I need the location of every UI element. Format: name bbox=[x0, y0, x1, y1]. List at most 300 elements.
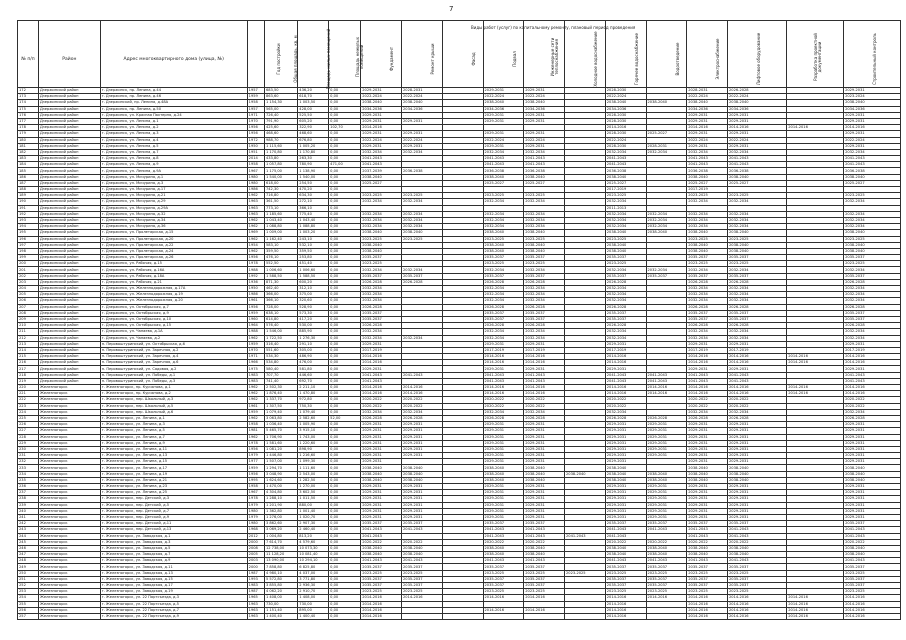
cell-foundation: 2029-2031 bbox=[361, 508, 402, 514]
cell-nonliving-area: 0,00 bbox=[329, 261, 361, 267]
cell-electricity: 2041-2043 bbox=[687, 378, 728, 384]
cell-year: 1962 bbox=[247, 236, 264, 242]
cell-electricity: 2029-2031 bbox=[687, 434, 728, 440]
cell-living-area: 1 011,50 bbox=[298, 496, 329, 502]
col-header-nonliving-area: Площадь нежилых помещений bbox=[329, 21, 361, 88]
cell-roof: 2041-2043 bbox=[402, 527, 443, 533]
cell-basement: 2020-2022 bbox=[483, 397, 524, 403]
cell-roof: 2041-2043 bbox=[402, 558, 443, 564]
cell-address: г. Железногорск, пер. Школьный, д.6 bbox=[100, 409, 247, 415]
cell-address: г. Дзержинск, ул. Пролетарская, д.22 bbox=[100, 242, 247, 248]
cell-total-area: 3 855,80 bbox=[264, 583, 297, 589]
cell-design-docs: 2014-2016 bbox=[787, 613, 844, 619]
cell-num: 229 bbox=[18, 440, 39, 446]
cell-num: 192 bbox=[18, 211, 39, 217]
cell-total-area: 462,40 bbox=[264, 286, 297, 292]
cell-drainage: 2029-2031 bbox=[646, 434, 687, 440]
col-header-address: Адрес многоквартирного дома (улица, №) bbox=[100, 21, 247, 88]
cell-electricity: 2023-2025 bbox=[687, 261, 728, 267]
cell-basement: 2035-2037 bbox=[483, 255, 524, 261]
cell-control: 2029-2031 bbox=[844, 459, 901, 465]
cell-electricity: 2041-2043 bbox=[687, 527, 728, 533]
cell-control: 2026-2028 bbox=[844, 323, 901, 329]
cell-basement: 2029-2031 bbox=[483, 341, 524, 347]
cell-roof: 2029-2031 bbox=[402, 428, 443, 434]
cell-lift: 2029-2031 bbox=[728, 428, 787, 434]
cell-drainage: 2029-2031 bbox=[646, 428, 687, 434]
col-header-drainage: Водоотведение bbox=[646, 21, 687, 88]
cell-foundation: 2035-2037 bbox=[361, 273, 402, 279]
cell-district: Дзержинский район bbox=[38, 360, 100, 366]
cell-foundation: 2032-2034 bbox=[361, 329, 402, 335]
cell-drainage: 2026-2028 bbox=[646, 415, 687, 421]
cell-district: Дзержинский район bbox=[38, 335, 100, 341]
cell-control: 2029-2031 bbox=[844, 341, 901, 347]
cell-drainage: 2029-2031 bbox=[646, 422, 687, 428]
cell-district: Железногорск bbox=[38, 385, 100, 391]
cell-roof: 2020-2022 bbox=[402, 397, 443, 403]
cell-heating: 2029-2031 bbox=[524, 131, 565, 137]
cell-hot-water: 2023-2025 bbox=[605, 261, 646, 267]
cell-address: г. Дзержинск, пр. Ленина, д.50 bbox=[100, 106, 247, 112]
cell-roof: 2023-2025 bbox=[402, 236, 443, 242]
cell-year: 1957 bbox=[247, 106, 264, 112]
cell-heating: 2038-2040 bbox=[524, 242, 565, 248]
cell-hot-water: 2032-2034 bbox=[605, 329, 646, 335]
cell-electricity: 2038-2040 bbox=[687, 242, 728, 248]
cell-control: 2032-2034 bbox=[844, 267, 901, 273]
cell-heating bbox=[524, 613, 565, 619]
cell-foundation: 2029-2031 bbox=[361, 131, 402, 137]
cell-address: г. Дзержинск, пр. Ленина, д.46 bbox=[100, 94, 247, 100]
cell-nonliving-area: 0,00 bbox=[329, 199, 361, 205]
table-row bbox=[18, 613, 901, 619]
cell-lift: 2032-2034 bbox=[728, 409, 787, 415]
cell-foundation: 2032-2034 bbox=[361, 335, 402, 341]
cell-roof: 2022-2024 bbox=[402, 94, 443, 100]
cell-living-area: 775,40 bbox=[298, 211, 329, 217]
cell-roof bbox=[402, 613, 443, 619]
cell-num: 246 bbox=[18, 545, 39, 551]
col-header-electricity: Электроснабжение bbox=[687, 21, 728, 88]
cell-district: Дзержинский район bbox=[38, 211, 100, 217]
col-header-living-area: Площадь жилых помещений bbox=[298, 21, 329, 88]
cell-district: Дзержинский район bbox=[38, 323, 100, 329]
cell-address: г. Дзержинск, ул. Ленина, д.7 bbox=[100, 149, 247, 155]
cell-electricity: 2014-2016 bbox=[687, 613, 728, 619]
cell-heating: 2020-2022 bbox=[524, 397, 565, 403]
cell-num: 237 bbox=[18, 490, 39, 496]
cell-electricity: 2029-2031 bbox=[687, 440, 728, 446]
cell-address: г. Дзержинский, пр. Ленина, д.48А bbox=[100, 100, 247, 106]
cell-foundation: 2038-2040 bbox=[361, 248, 402, 254]
cell-living-area: 263,30 bbox=[298, 156, 329, 162]
cell-total-area: 468,60 bbox=[264, 131, 297, 137]
cell-address: г. Дзержинск, ул. Ленина, д.5 bbox=[100, 143, 247, 149]
cell-hot-water: 2014-2016 bbox=[605, 601, 646, 607]
cell-control: 2038-2040 bbox=[844, 471, 901, 477]
cell-basement: 2032-2034 bbox=[483, 292, 524, 298]
cell-basement: 2038-2040 bbox=[483, 230, 524, 236]
cell-foundation: 2038-2040 bbox=[361, 477, 402, 483]
cell-hot-water: 2035-2037 bbox=[605, 273, 646, 279]
cell-num: 196 bbox=[18, 236, 39, 242]
cell-drainage: 2041-2043 bbox=[646, 558, 687, 564]
cell-living-area: 880,00 bbox=[298, 502, 329, 508]
cell-year: 1965 bbox=[247, 595, 264, 601]
cell-living-area: 1 088,80 bbox=[298, 224, 329, 230]
cell-roof: 2029-2031 bbox=[402, 446, 443, 452]
cell-roof: 2035-2037 bbox=[402, 521, 443, 527]
cell-control: 2038-2040 bbox=[844, 230, 901, 236]
cell-num: 214 bbox=[18, 347, 39, 353]
cell-num: 209 bbox=[18, 316, 39, 322]
cell-heating: 2032-2034 bbox=[524, 267, 565, 273]
cell-address: г. Железногорск, ул. Ленина, д.25 bbox=[100, 490, 247, 496]
cell-year: 1956 bbox=[247, 131, 264, 137]
cell-district: Дзержинский район bbox=[38, 261, 100, 267]
cell-control: 2038-2040 bbox=[844, 174, 901, 180]
cell-control: 2014-2016 bbox=[844, 385, 901, 391]
cell-total-area: 576,40 bbox=[264, 323, 297, 329]
cell-total-area: 863,60 bbox=[264, 94, 297, 100]
cell-foundation: 2035-2037 bbox=[361, 564, 402, 570]
cell-roof: 2035-2037 bbox=[402, 576, 443, 582]
cell-electricity: 2035-2037 bbox=[687, 273, 728, 279]
cell-total-area: 1 507,00 bbox=[264, 459, 297, 465]
cell-drainage: 2041-2043 bbox=[646, 378, 687, 384]
cell-nonliving-area: 0,00 bbox=[329, 490, 361, 496]
cell-foundation: 2023-2025 bbox=[361, 193, 402, 199]
col-header-foundation: Фундамент bbox=[361, 21, 402, 88]
cell-foundation: 2023-2025 bbox=[361, 589, 402, 595]
cell-total-area: 565,00 bbox=[264, 106, 297, 112]
cell-lift: 2020-2022 bbox=[728, 397, 787, 403]
cell-nonliving-area: 0,00 bbox=[329, 409, 361, 415]
cell-roof: 2029-2031 bbox=[402, 502, 443, 508]
cell-nonliving-area: 0,00 bbox=[329, 570, 361, 576]
cell-basement: 2029-2031 bbox=[483, 131, 524, 137]
cell-year: 1981 bbox=[247, 428, 264, 434]
cell-num: 252 bbox=[18, 583, 39, 589]
cell-year: 1951 bbox=[247, 149, 264, 155]
cell-total-area: 366,00 bbox=[264, 292, 297, 298]
cell-total-area: 359,50 bbox=[264, 248, 297, 254]
cell-basement: 2041-2043 bbox=[483, 372, 524, 378]
cell-heating: 2014-2016 bbox=[524, 385, 565, 391]
cell-district: Железногорск bbox=[38, 502, 100, 508]
cell-electricity: 2035-2037 bbox=[687, 310, 728, 316]
cell-basement: 2038-2040 bbox=[483, 100, 524, 106]
cell-basement: 2035-2037 bbox=[483, 564, 524, 570]
cell-heating: 2029-2031 bbox=[524, 428, 565, 434]
cell-num: 193 bbox=[18, 217, 39, 223]
cell-district: Железногорск bbox=[38, 415, 100, 421]
cell-foundation: 2034-2036 bbox=[361, 106, 402, 112]
cell-address: г. Железногорск, ул. Ленина, д.3 bbox=[100, 422, 247, 428]
cell-living-area: 428,00 bbox=[298, 106, 329, 112]
cell-hot-water: 2029-2031 bbox=[605, 341, 646, 347]
cell-hot-water: 2032-2034 bbox=[605, 409, 646, 415]
cell-electricity: 2038-2040 bbox=[687, 477, 728, 483]
cell-hot-water: 2029-2031 bbox=[605, 434, 646, 440]
cell-nonliving-area: 0,00 bbox=[329, 137, 361, 143]
cell-control: 2020-2022 bbox=[844, 403, 901, 409]
cell-heating: 2029-2031 bbox=[524, 459, 565, 465]
cell-lift: 2020-2022 bbox=[728, 403, 787, 409]
cell-num: 205 bbox=[18, 292, 39, 298]
cell-lift: 2029-2031 bbox=[728, 496, 787, 502]
cell-district: Дзержинский район bbox=[38, 292, 100, 298]
cell-nonliving-area: 0,00 bbox=[329, 403, 361, 409]
cell-electricity: 2023-2025 bbox=[687, 570, 728, 576]
cell-hot-water: 2011-2013 bbox=[605, 205, 646, 211]
cell-address: г. Железногорск, пер. Детский, д.5 bbox=[100, 502, 247, 508]
cell-foundation: 2014-2016 bbox=[361, 595, 402, 601]
cell-address: г. Железногорск, ул. Ленина, д.15 bbox=[100, 459, 247, 465]
cell-electricity: 2029-2031 bbox=[687, 502, 728, 508]
cell-total-area: 3 862,60 bbox=[264, 521, 297, 527]
cell-num: 194 bbox=[18, 224, 39, 230]
cell-district: Железногорск bbox=[38, 527, 100, 533]
cell-nonliving-area: 0,00 bbox=[329, 440, 361, 446]
cell-year: 1977 bbox=[247, 459, 264, 465]
cell-total-area: 4 980,10 bbox=[264, 570, 297, 576]
cell-foundation: 2014-2016 bbox=[361, 385, 402, 391]
cell-total-area: 1 115,60 bbox=[264, 143, 297, 149]
cell-electricity: 2032-2034 bbox=[687, 335, 728, 341]
cell-num: 179 bbox=[18, 131, 39, 137]
cell-heating: 2029-2031 bbox=[524, 446, 565, 452]
cell-hot-water: 2032-2034 bbox=[605, 292, 646, 298]
cell-num: 176 bbox=[18, 112, 39, 118]
cell-control: 2029-2031 bbox=[844, 118, 901, 124]
cell-hot-water: 2032-2034 bbox=[605, 149, 646, 155]
cell-nonliving-area: 0,00 bbox=[329, 217, 361, 223]
cell-lift: 2035-2037 bbox=[728, 521, 787, 527]
cell-district: Железногорск bbox=[38, 589, 100, 595]
cell-lift: 2032-2034 bbox=[728, 286, 787, 292]
cell-lift: 2035-2037 bbox=[728, 583, 787, 589]
cell-heating: 2029-2031 bbox=[524, 143, 565, 149]
cell-basement: 2032-2034 bbox=[483, 335, 524, 341]
cell-address: г. Железногорск, пер. Детский, д.7 bbox=[100, 508, 247, 514]
cell-total-area: 683,50 bbox=[264, 88, 297, 94]
cell-lift: 2014-2016 bbox=[728, 385, 787, 391]
cell-nonliving-area: 0,00 bbox=[329, 341, 361, 347]
cell-nonliving-area: 0,00 bbox=[329, 446, 361, 452]
cell-nonliving-area: 0,00 bbox=[329, 242, 361, 248]
cell-total-area: 13 090,00 bbox=[264, 558, 297, 564]
cell-living-area: 2 936,30 bbox=[298, 583, 329, 589]
cell-control: 2029-2031 bbox=[844, 446, 901, 452]
cell-control: 2029-2031 bbox=[844, 496, 901, 502]
cell-num: 243 bbox=[18, 527, 39, 533]
cell-hot-water: 2035-2037 bbox=[605, 310, 646, 316]
cell-heating: 2032-2034 bbox=[524, 409, 565, 415]
cell-basement: 2023-2025 bbox=[483, 261, 524, 267]
cell-living-area: 3 771,80 bbox=[298, 576, 329, 582]
cell-electricity: 2029-2031 bbox=[687, 514, 728, 520]
cell-address: г. Дзержинск, ул. Железнодорожная, д.20 bbox=[100, 298, 247, 304]
col-header-hot-water: Горячее водоснабжение bbox=[605, 21, 646, 88]
cell-control: 2036-2038 bbox=[844, 168, 901, 174]
cell-electricity: 2014-2016 bbox=[687, 354, 728, 360]
cell-address: п. Перовоштуринский, ул. Победы, д.1 bbox=[100, 372, 247, 378]
cell-year: 1950 bbox=[247, 143, 264, 149]
cell-foundation: 2029-2031 bbox=[361, 422, 402, 428]
cell-basement: 2022-2024 bbox=[483, 94, 524, 100]
cell-lift: 2029-2031 bbox=[728, 453, 787, 459]
cell-address: г. Дзержинск, ул. Рабочая, д.18А bbox=[100, 273, 247, 279]
cell-nonliving-area: 0,00 bbox=[329, 118, 361, 124]
cell-num: 200 bbox=[18, 261, 39, 267]
cell-roof: 2038-2040 bbox=[402, 100, 443, 106]
cell-nonliving-area: 0,00 bbox=[329, 236, 361, 242]
cell-foundation: 2038-2040 bbox=[361, 100, 402, 106]
cell-living-area: 1 276,30 bbox=[298, 335, 329, 341]
cell-year: 2012 bbox=[247, 533, 264, 539]
cell-roof: 2032-2034 bbox=[402, 267, 443, 273]
cell-control: 2032-2034 bbox=[844, 409, 901, 415]
cell-control: 2038-2040 bbox=[844, 545, 901, 551]
cell-control: 2014-2016 bbox=[844, 607, 901, 613]
cell-nonliving-area: 0,00 bbox=[329, 354, 361, 360]
cell-control: 2035-2037 bbox=[844, 521, 901, 527]
cell-control: 2023-2025 bbox=[844, 236, 901, 242]
cell-address: г. Железногорск, ул. Заводская, д.5 bbox=[100, 545, 247, 551]
cell-hot-water: 2032-2034 bbox=[605, 211, 646, 217]
cell-nonliving-area: 0,00 bbox=[329, 205, 361, 211]
cell-lift: 2029-2031 bbox=[728, 502, 787, 508]
cell-heating: 2014-2016 bbox=[524, 595, 565, 601]
cell-heating: 2038-2040 bbox=[524, 552, 565, 558]
cell-control: 2032-2034 bbox=[844, 329, 901, 335]
cell-num: 225 bbox=[18, 415, 39, 421]
cell-district: Дзержинский район bbox=[38, 366, 100, 372]
cell-heating: 2014-2016 bbox=[524, 391, 565, 397]
cell-district: Дзержинский район bbox=[38, 100, 100, 106]
cell-total-area: 1 201,90 bbox=[264, 502, 297, 508]
cell-district: Дзержинский район bbox=[38, 372, 100, 378]
cell-drainage bbox=[646, 613, 687, 619]
cell-year: 1954 bbox=[247, 242, 264, 248]
cell-electricity: 2029-2031 bbox=[687, 453, 728, 459]
cell-heating: 2036-2038 bbox=[524, 168, 565, 174]
cell-hot-water: 2035-2037 bbox=[605, 576, 646, 582]
cell-foundation: 2029-2031 bbox=[361, 118, 402, 124]
cell-heating: 2032-2034 bbox=[524, 329, 565, 335]
cell-heating: 2022-2024 bbox=[524, 137, 565, 143]
cell-address: г. Железногорск, пер. Детский, д.9 bbox=[100, 514, 247, 520]
cell-drainage: 2029-2031 bbox=[646, 496, 687, 502]
cell-electricity: 2023-2025 bbox=[687, 236, 728, 242]
cell-foundation: 2035-2037 bbox=[361, 310, 402, 316]
cell-foundation: 2032-2034 bbox=[361, 217, 402, 223]
cell-control: 2029-2031 bbox=[844, 514, 901, 520]
cell-control: 2038-2040 bbox=[844, 100, 901, 106]
cell-basement: 2029-2031 bbox=[483, 366, 524, 372]
cell-address: г. Дзержинск, ул. Чапаева, д.2 bbox=[100, 335, 247, 341]
cell-basement: 2035-2037 bbox=[483, 583, 524, 589]
cell-electricity: 2026-2028 bbox=[687, 415, 728, 421]
cell-total-area: 1 079,40 bbox=[264, 409, 297, 415]
cell-num: 199 bbox=[18, 255, 39, 261]
cell-address: г. Железногорск, ул. Ленина, д.17 bbox=[100, 465, 247, 471]
cell-address: г. Железногорск, ул. Ленина, д.7 bbox=[100, 434, 247, 440]
cell-control: 2020-2022 bbox=[844, 539, 901, 545]
cell-year: 1950 bbox=[247, 286, 264, 292]
cell-heating: 2023-2025 bbox=[524, 193, 565, 199]
cell-drainage: 2014-2016 bbox=[646, 595, 687, 601]
cell-total-area: 1 154,30 bbox=[264, 100, 297, 106]
cell-num: 239 bbox=[18, 502, 39, 508]
cell-lift: 2038-2040 bbox=[728, 545, 787, 551]
cell-hot-water: 2014-2016 bbox=[605, 607, 646, 613]
cell-num: 203 bbox=[18, 279, 39, 285]
cell-control: 2026-2028 bbox=[844, 279, 901, 285]
cell-address: п. Перовоштуринский, ул. Победы, д.3 bbox=[100, 378, 247, 384]
cell-num: 215 bbox=[18, 354, 39, 360]
cell-lift: 2026-2028 bbox=[728, 88, 787, 94]
cell-hot-water: 2023-2025 bbox=[605, 193, 646, 199]
cell-drainage: 2038-2040 bbox=[646, 545, 687, 551]
cell-lift: 2023-2025 bbox=[728, 570, 787, 576]
cell-year: 2014 bbox=[247, 156, 264, 162]
cell-year: 1959 bbox=[247, 94, 264, 100]
cell-living-area: 1 220,60 bbox=[298, 440, 329, 446]
cell-address: г. Дзержинск, ул. Железнодорожная, д.19 bbox=[100, 292, 247, 298]
cell-year: 1958 bbox=[247, 100, 264, 106]
cell-living-area: 446,60 bbox=[298, 372, 329, 378]
cell-year: 1961 bbox=[247, 403, 264, 409]
cell-district: Дзержинский район bbox=[38, 267, 100, 273]
cell-address: г. Железногорск, ул. Ленина, д.5 bbox=[100, 428, 247, 434]
cell-heating: 2022-2024 bbox=[524, 94, 565, 100]
cell-electricity: 2035-2037 bbox=[687, 583, 728, 589]
cell-total-area: 7 614,70 bbox=[264, 539, 297, 545]
cell-foundation: 2029-2031 bbox=[361, 502, 402, 508]
cell-district: Дзержинский район bbox=[38, 131, 100, 137]
cell-design-docs: 2014-2016 bbox=[787, 354, 844, 360]
cell-lift: 2038-2040 bbox=[728, 465, 787, 471]
cell-basement: 2038-2040 bbox=[483, 174, 524, 180]
cell-roof: 2029-2031 bbox=[402, 118, 443, 124]
cell-foundation: 2022-2024 bbox=[361, 137, 402, 143]
cell-address: г. Дзержинск, ул. Ленина, д.4 bbox=[100, 137, 247, 143]
cell-num: 175 bbox=[18, 106, 39, 112]
cell-num: 202 bbox=[18, 273, 39, 279]
cell-nonliving-area: 0,00 bbox=[329, 255, 361, 261]
cell-electricity: 2038-2040 bbox=[687, 552, 728, 558]
cell-living-area: 366,10 bbox=[298, 205, 329, 211]
cell-total-area: 2 502,30 bbox=[264, 385, 297, 391]
cell-num: 213 bbox=[18, 341, 39, 347]
cell-heating: 2032-2034 bbox=[524, 199, 565, 205]
cell-control: 2029-2031 bbox=[844, 422, 901, 428]
cell-num: 221 bbox=[18, 391, 39, 397]
cell-hot-water: 2038-2040 bbox=[605, 230, 646, 236]
cell-nonliving-area: 0,00 bbox=[329, 323, 361, 329]
cell-hot-water: 2041-2043 bbox=[605, 527, 646, 533]
cell-basement: 2029-2031 bbox=[483, 453, 524, 459]
cell-num: 212 bbox=[18, 335, 39, 341]
cell-living-area: 470,20 bbox=[298, 187, 329, 193]
cell-num: 177 bbox=[18, 118, 39, 124]
cell-lift: 2029-2031 bbox=[728, 490, 787, 496]
cell-total-area: 1 722,50 bbox=[264, 335, 297, 341]
cell-basement: 2032-2034 bbox=[483, 409, 524, 415]
